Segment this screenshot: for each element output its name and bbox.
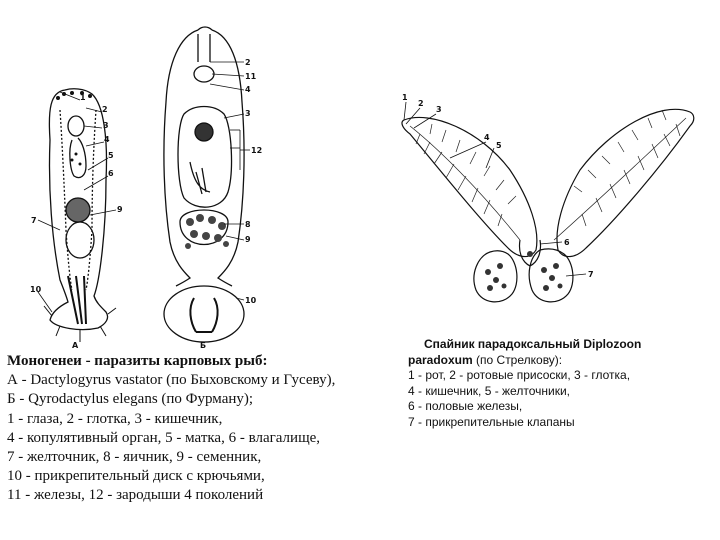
figure-c-diplozoon [390,90,710,320]
caption-left-line: 7 - желточник, 8 - яичник, 9 - семенник, [7,449,262,466]
figure-c-right-wing [557,109,694,256]
caption-right-species: paradoxum [408,352,473,367]
figure-a-label-3: 3 [103,121,109,130]
figure-b-label-4: 4 [245,85,251,94]
figure-a-label-4: 4 [104,135,110,144]
figure-a-label-2: 2 [102,105,108,114]
caption-right-line: 7 - прикрепительные клапаны [408,414,575,429]
figure-c-label-7: 7 [588,270,594,279]
figure-a-label-5: 5 [108,151,114,160]
caption-left-line: 4 - копулятивный орган, 5 - матка, 6 - влагалище, [7,429,321,446]
figure-a-ovary [66,198,90,222]
figure-a-testis [66,222,94,258]
figure-b-label-8: 8 [245,220,251,229]
figure-b-gyrodactylus [140,22,280,350]
caption-monogenea [7,352,437,506]
figure-b-embryo [178,107,231,208]
figure-c-label-1: 1 [402,93,408,102]
caption-right-source: (по Стрелкову): [472,352,563,367]
figure-b-label-12: 12 [251,146,263,155]
figure-b-attachment-disc [164,286,244,342]
figure-a-label-7: 7 [31,216,37,225]
figure-c-label-4: 4 [484,133,490,142]
figure-b-label-2: 2 [245,58,251,67]
figure-c-left-clamp [474,251,517,302]
caption-diplozoon [408,337,708,430]
figure-b-label-10: 10 [245,296,257,305]
caption-left-line: 1 - глаза, 2 - глотка, 3 - кишечник, [7,410,223,427]
figure-a-label-9: 9 [117,205,123,214]
caption-right-subtitle [408,353,708,369]
caption-right-line: 6 - половые железы, [408,399,523,413]
figure-a-pharynx [68,116,84,136]
caption-right-line: 4 - кишечник, 5 - желточники, [408,383,570,398]
caption-left-line: Б - Qyrodactylus elegans (по Фурману); [7,391,254,408]
figure-a-label-6: 6 [108,169,114,178]
caption-right-line: 1 - рот, 2 - ротовые присоски, 3 - глотка, [408,368,631,382]
figure-c-label-5: 5 [496,141,502,150]
caption-left-title: Моногенеи - паразиты карповых рыб: [7,353,268,369]
caption-left-line: А - Dactylogyrus vastator (по Быховскому и Гусеву), [7,372,336,389]
figure-b-label-9: 9 [245,235,251,244]
figure-b-label-3: 3 [245,109,251,118]
figure-a-label-1: 1 [80,93,86,102]
caption-right-title: Спайник парадоксальный Diplozoon [424,337,642,351]
caption-left-line: 10 - прикрепительный диск с крючьями, [7,468,265,485]
figure-c-label-2: 2 [418,99,424,108]
figure-b-label-11: 11 [245,72,257,81]
caption-left-line: 11 - железы, 12 - зародыши 4 поколений [7,487,264,504]
figure-c-label-3: 3 [436,105,442,114]
figure-c-label-6: 6 [564,238,570,247]
figure-a-dactylogyrus [20,80,150,350]
figure-a-label-10: 10 [30,285,42,294]
figure-b-letter: Б [200,341,207,350]
figure-a-letter: А [72,341,79,350]
